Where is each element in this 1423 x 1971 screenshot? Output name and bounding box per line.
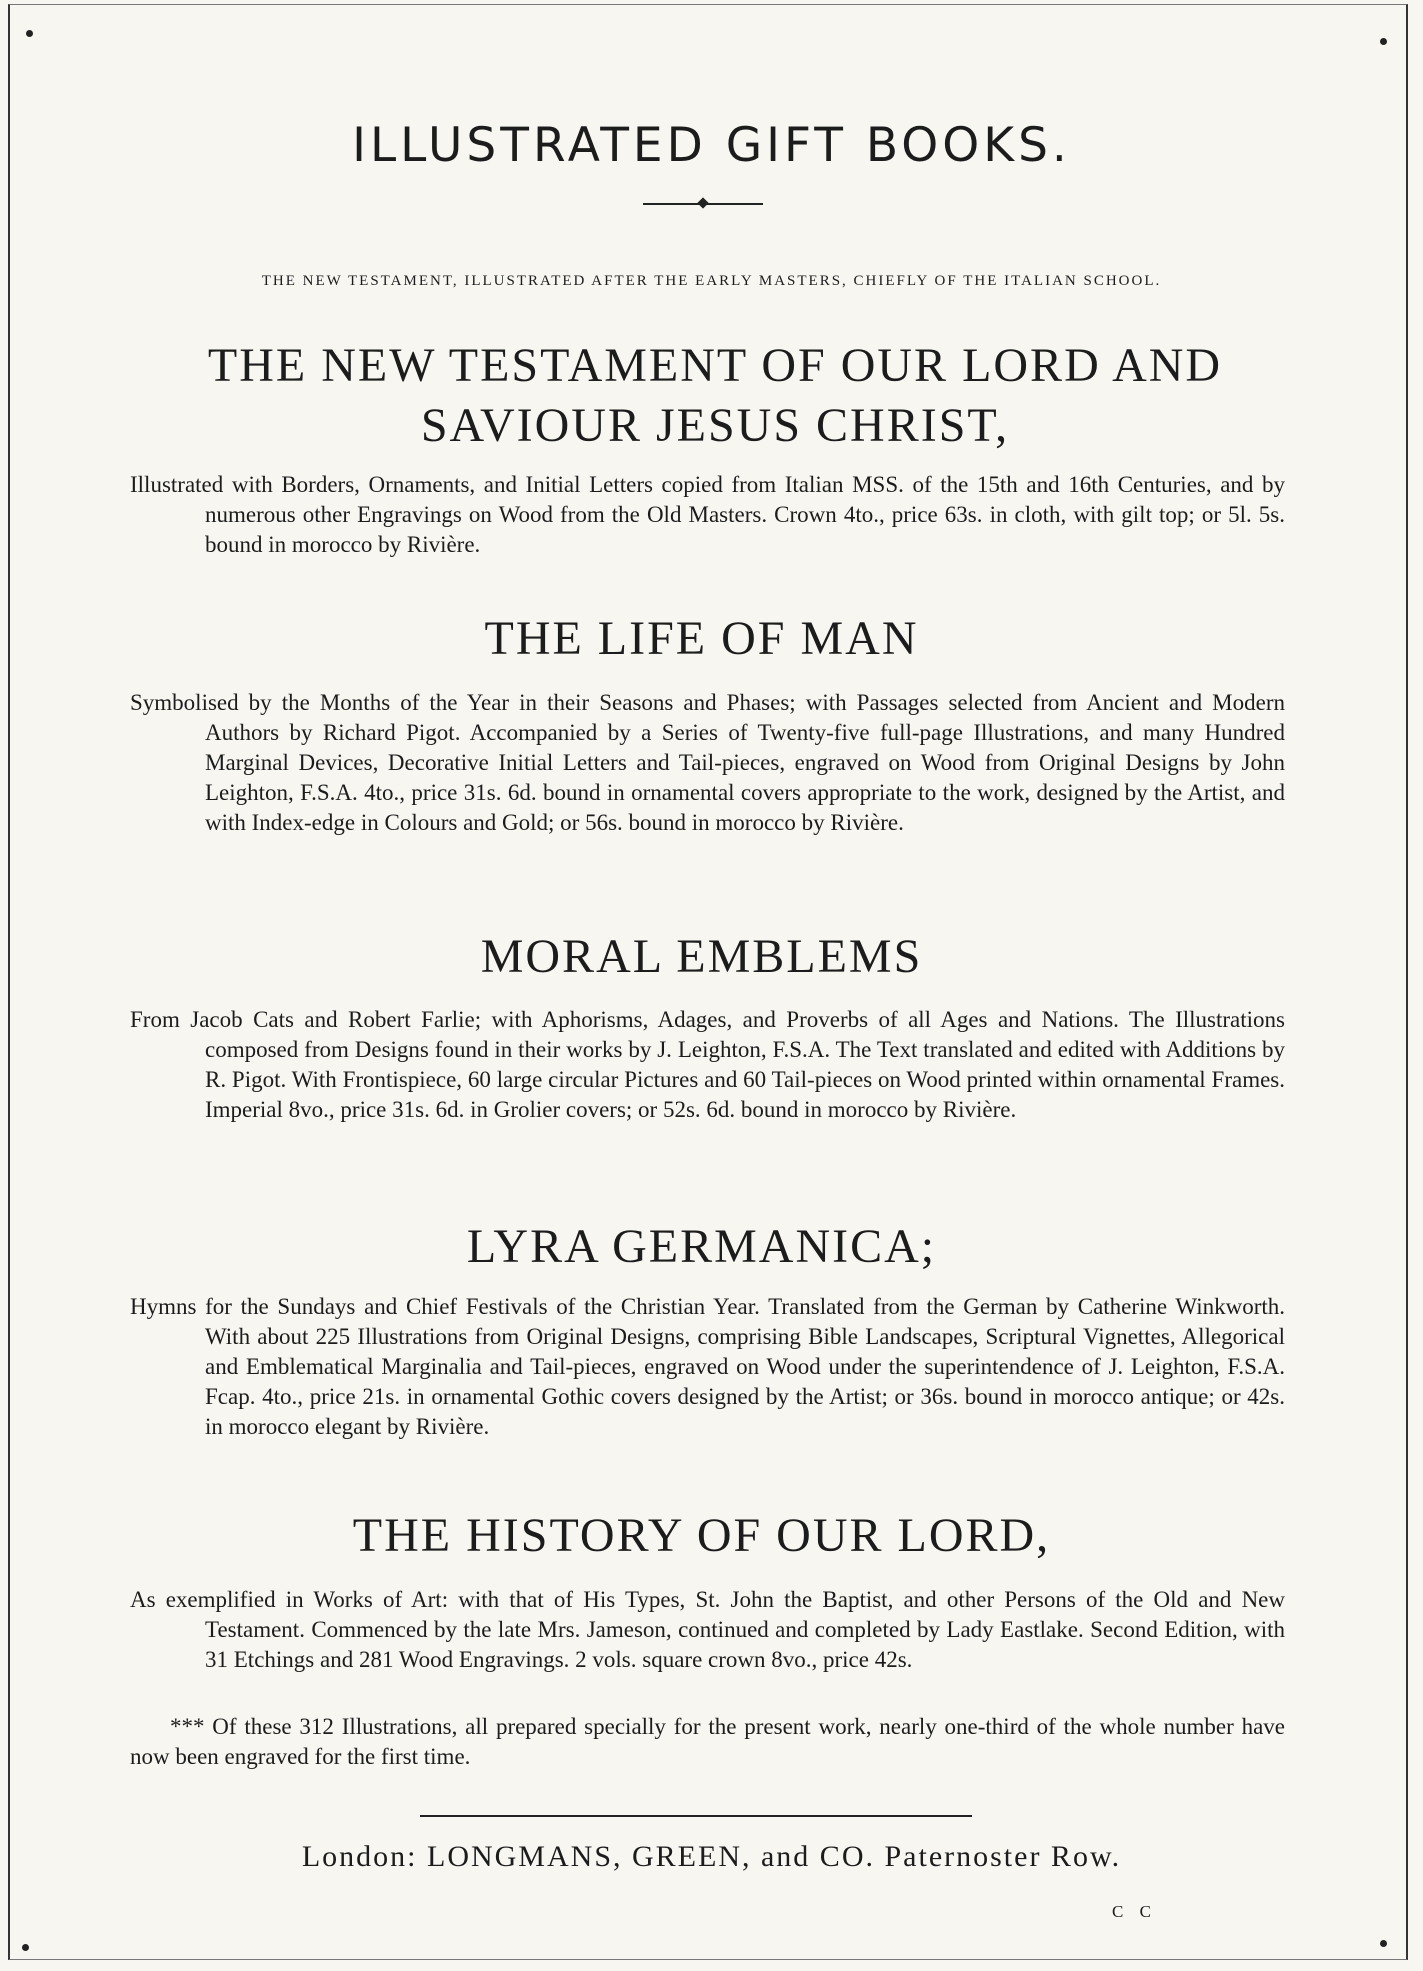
book-title-lyra-germanica: LYRA GERMANICA; [466,1220,937,1273]
book-description-new-testament: Illustrated with Borders, Ornaments, and Initial Letters copied from Italian MSS. of the 15th and 16th Centuries, and by numerous other Engravings on Wood from the Old Masters. Crown 4to., price 63s. in cloth, with gilt top; or 5l. 5s. bound in morocco by Rivière. [130,472,1285,557]
book-title-life-of-man: THE LIFE OF MAN [484,612,919,665]
corner-mark [1380,1940,1387,1947]
book-description-life-of-man: Symbolised by the Months of the Year in their Seasons and Phases; with Passages selected from Ancient and Modern Authors by Richard Pigot. Accompanied by a Series of Twenty-five full-page Illustrations, and many Hundred Marginal Devices, Decorative Initial Letters and Tail-pieces, engraved on Wood from Original Designs by John Leighton, F.S.A. 4to., price 31s. 6d. bound in ornamental covers appropriate to the work, designed by the Artist, and with Index-edge in Colours and Gold; or 56s. bound in morocco by Rivière. [130,690,1285,835]
divider-rule [420,1815,972,1817]
signature-mark: C C [1112,1902,1157,1921]
page-title: ILLUSTRATED GIFT BOOKS. [352,118,1071,173]
ornamental-rule [643,203,763,205]
corner-mark [22,1944,29,1951]
book-description-moral-emblems: From Jacob Cats and Robert Farlie; with Aphorisms, Adages, and Proverbs of all Ages and Nations. The Illustrations composed from Designs found in their works by J. Leighton, F.S.A. The Text translated and edited with Additions by R. Pigot. With Frontispiece, 60 large circular Pictures and 60 Tail-pieces on Wood printed within ornamental Frames. Imperial 8vo., price 31s. 6d. in Grolier covers; or 52s. 6d. bound in morocco by Rivière. [130,1007,1285,1122]
book-title-history-of-our-lord: THE HISTORY OF OUR LORD, [352,1509,1051,1562]
corner-mark [26,30,33,37]
corner-mark [1380,38,1387,45]
section-subheading: THE NEW TESTAMENT, ILLUSTRATED AFTER THE EARLY MASTERS, CHIEFLY OF THE ITALIAN SCHOOL. [261,273,1162,289]
illustrations-note: *** Of these 312 Illustrations, all prepared specially for the present work, nearly one-third of the whole number have now been engraved for the first time. [130,1714,1285,1769]
book-title-moral-emblems: MORAL EMBLEMS [480,930,923,983]
book-description-history-of-our-lord: As exemplified in Works of Art: with that of His Types, St. John the Baptist, and other Persons of the Old and New Testament. Commenced by the late Mrs. Jameson, continued and completed by Lady Eastlake. Second Edition, with 31 Etchings and 281 Wood Engravings. 2 vols. square crown 8vo., price 42s. [130,1587,1285,1672]
book-description-lyra-germanica: Hymns for the Sundays and Chief Festivals of the Christian Year. Translated from the German by Catherine Winkworth. With about 225 Illustrations from Original Designs, comprising Bible Landscapes, Scriptural Vignettes, Allegorical and Emblematical Marginalia and Tail-pieces, engraved on Wood under the superintendence of J. Leighton, F.S.A. Fcap. 4to., price 21s. in ornamental Gothic covers designed by the Artist; or 36s. bound in morocco antique; or 42s. in morocco elegant by Rivière. [130,1294,1285,1439]
book-title-new-testament: THE NEW TESTAMENT OF OUR LORD AND SAVIOUR JESUS CHRIST, [207,339,1223,452]
publisher-imprint: London: LONGMANS, GREEN, and CO. Paternoster Row. [301,1840,1122,1873]
